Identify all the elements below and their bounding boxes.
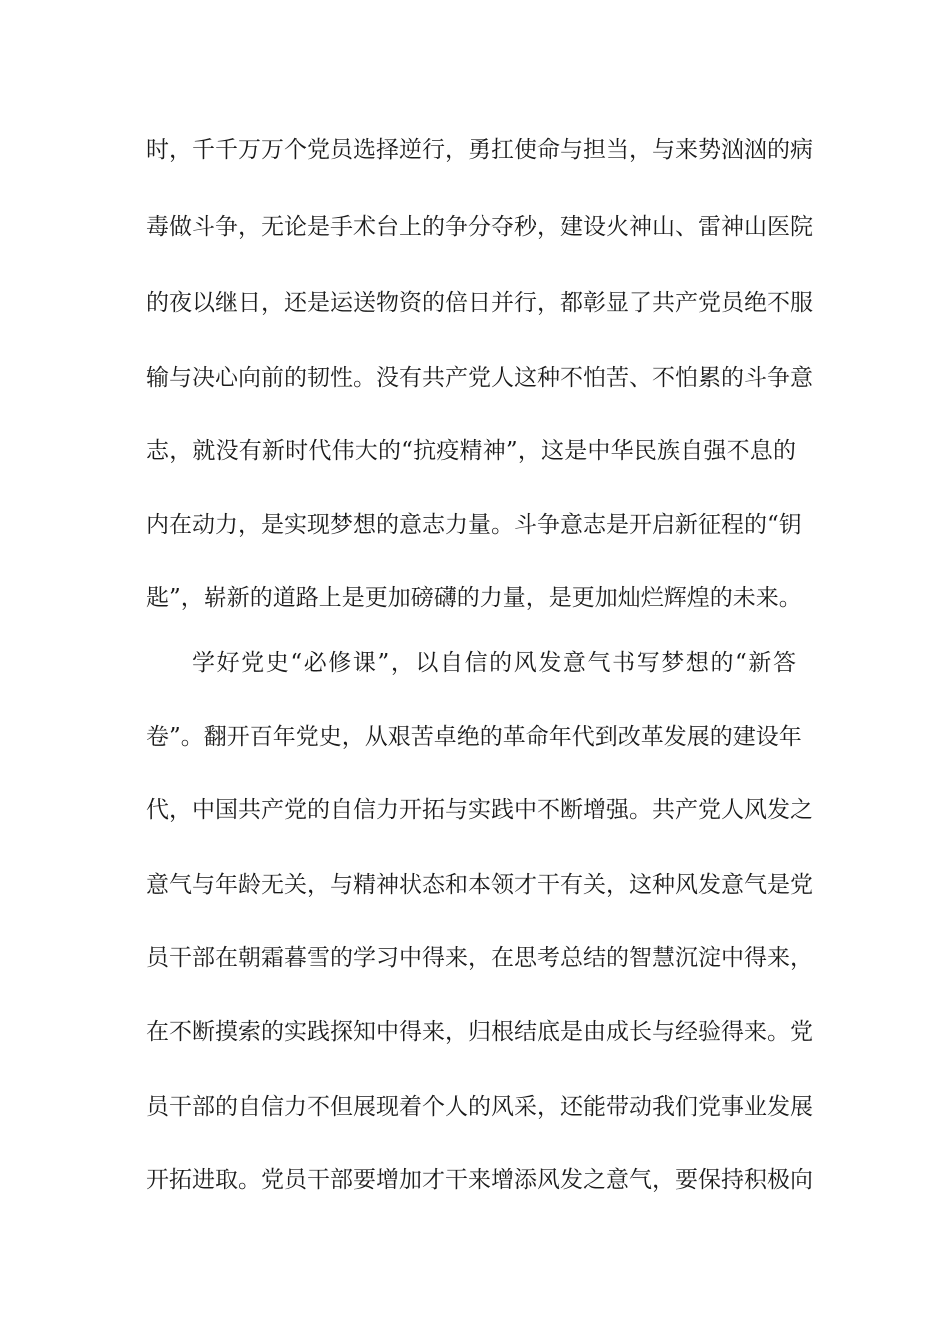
text-line: 输与决心向前的韧性。没有共产党人这种不怕苦、不怕累的斗争意: [146, 365, 813, 391]
text-line: 员干部在朝霜暮雪的学习中得来，在思考总结的智慧沉淀中得来，: [146, 945, 813, 971]
text-line: 在不断摸索的实践探知中得来，归根结底是由成长与经验得来。党: [146, 1019, 813, 1045]
text-line: 时，千千万万个党员选择逆行，勇扛使命与担当，与来势汹汹的病: [146, 137, 813, 163]
text-line: 志，就没有新时代伟大的“抗疫精神”，这是中华民族自强不息的: [146, 438, 796, 464]
text-line: 代，中国共产党的自信力开拓与实践中不断增强。共产党人风发之: [146, 797, 813, 823]
text-line: 卷”。翻开百年党史，从艰苦卓绝的革命年代到改革发展的建设年: [146, 724, 802, 750]
text-line: 意气与年龄无关，与精神状态和本领才干有关，这种风发意气是党: [146, 872, 813, 898]
text-line: 员干部的自信力不但展现着个人的风采，还能带动我们党事业发展: [146, 1094, 813, 1120]
text-line: 内在动力，是实现梦想的意志力量。斗争意志是开启新征程的“钥: [146, 512, 802, 538]
text-line: 开拓进取。党员干部要增加才干来增添风发之意气，要保持积极向: [146, 1167, 813, 1193]
text-line: 的夜以继日，还是运送物资的倍日并行，都彰显了共产党员绝不服: [146, 290, 813, 316]
text-line: 学好党史“必修课”，以自信的风发意气书写梦想的“新答: [192, 650, 796, 676]
text-line: 匙”，崭新的道路上是更加磅礴的力量，是更加灿烂辉煌的未来。: [146, 585, 802, 611]
text-line: 毒做斗争，无论是手术台上的争分夺秒，建设火神山、雷神山医院: [146, 214, 813, 240]
